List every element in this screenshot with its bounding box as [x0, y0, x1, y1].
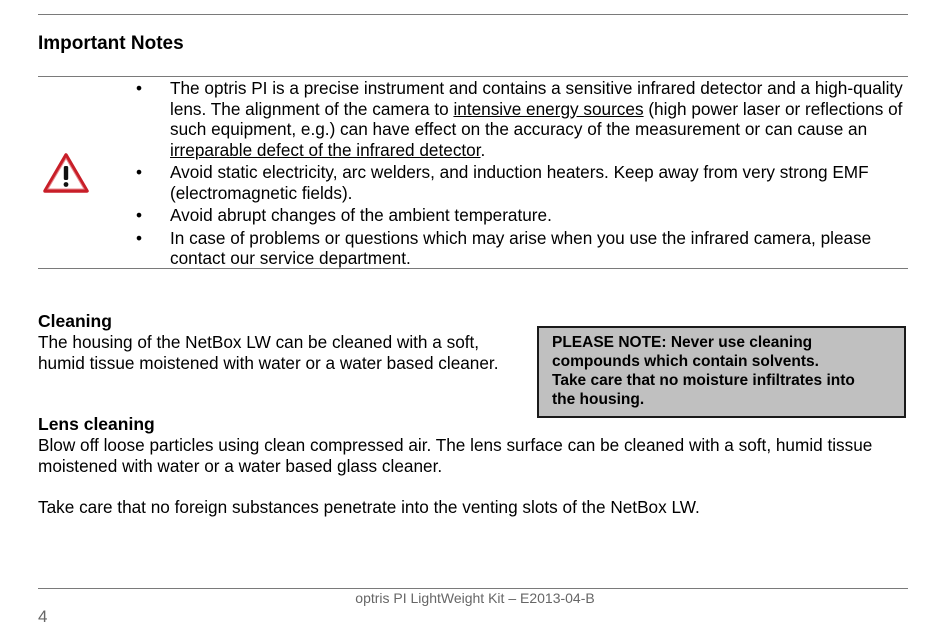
warning-triangle-icon: [42, 152, 90, 194]
note-box-line: Take care that no moisture infiltrates into: [552, 372, 855, 389]
important-notes-list: [136, 78, 906, 271]
foreign-substances-note: Take care that no foreign substances penetrate into the venting slots of the NetBox LW.: [38, 497, 700, 517]
page-number: 4: [38, 607, 48, 626]
note-box-line: the housing.: [552, 391, 645, 408]
cleaning-text: The housing of the NetBox LW can be cleaned with a soft, humid tissue moistened with water or a water based cleaner.: [38, 332, 499, 373]
lens-cleaning-title: Lens cleaning: [38, 414, 155, 434]
bullet-icon: •: [136, 205, 143, 225]
note-underlined-text: irreparable defect of the infrared detector: [170, 139, 481, 160]
notes-top-rule: [38, 76, 908, 77]
top-rule: [38, 14, 908, 15]
footer-doc-title: optris PI LightWeight Kit – E2013-04-B: [355, 590, 595, 606]
note-text: .: [480, 139, 486, 160]
note-text: (high power laser or reflections of such equipment, e.g.) can have effect on the accuracy of the measurement or can cause an: [170, 98, 903, 139]
note-box-line: compounds which contain solvents.: [552, 353, 819, 370]
note-text: Avoid abrupt changes of the ambient temperature.: [170, 205, 552, 225]
bullet-icon: •: [136, 227, 143, 248]
please-note-box: [537, 326, 906, 418]
note-item: [136, 228, 906, 269]
notes-bottom-rule: [38, 268, 908, 269]
lens-cleaning-text: Blow off loose particles using clean compressed air. The lens surface can be cleaned with a soft, humid tissue moistened with water or a water based glass cleaner.: [38, 435, 873, 476]
note-box-line: PLEASE NOTE: Never use cleaning: [552, 334, 813, 351]
note-item: [136, 162, 906, 203]
footer-rule: [38, 588, 908, 589]
page-heading: Important Notes: [38, 33, 184, 54]
note-underlined-text: intensive energy sources: [453, 98, 644, 119]
note-text: Avoid static electricity, arc welders, and induction heaters. Keep away from very strong EMF (electromagnetic fields).: [170, 162, 869, 203]
note-item: [136, 78, 906, 160]
cleaning-title: Cleaning: [38, 311, 112, 331]
note-item: [136, 205, 906, 226]
note-text: The optris PI is a precise instrument and contains a sensitive infrared detector and a high-quality lens. The alignment of the camera to: [170, 78, 903, 119]
bullet-icon: •: [136, 162, 143, 182]
note-text: In case of problems or questions which may arise when you use the infrared camera, please contact our service department.: [170, 227, 872, 268]
bullet-icon: •: [136, 78, 143, 98]
